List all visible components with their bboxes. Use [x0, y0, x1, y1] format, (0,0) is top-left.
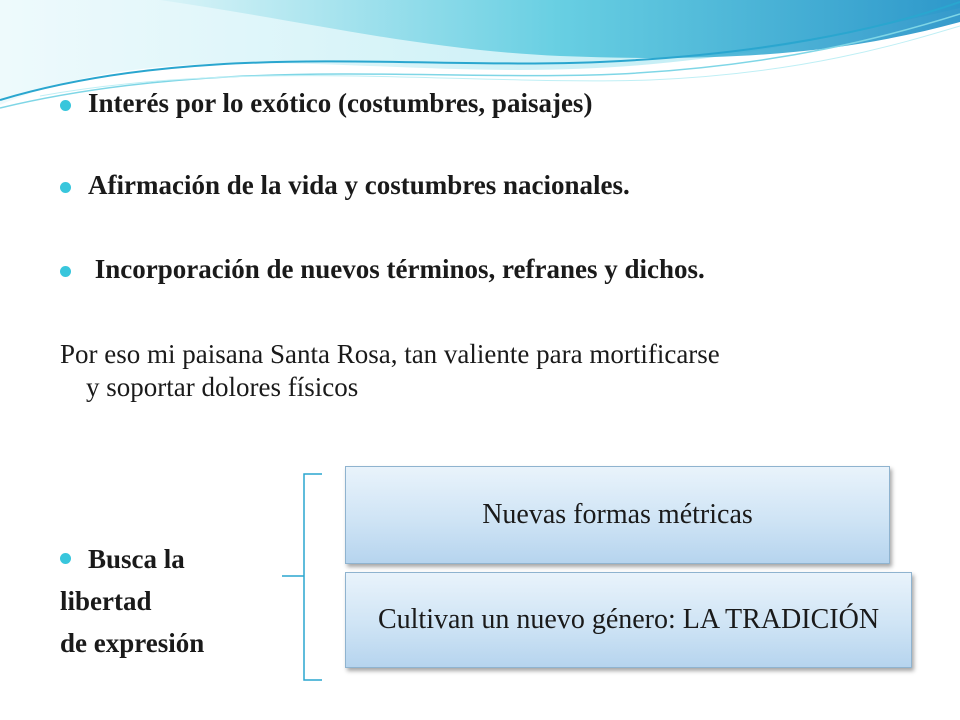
busca-line-2: libertad	[60, 586, 152, 616]
paragraph-line-2: y soportar dolores físicos	[86, 372, 359, 402]
bullet-dot-icon	[60, 266, 71, 277]
bracket-connector	[282, 472, 332, 682]
busca-line-1-text: Busca la	[88, 544, 185, 574]
bullet-dot-icon	[60, 182, 71, 193]
box-text: Nuevas formas métricas	[482, 499, 753, 530]
bullet-text: Incorporación de nuevos términos, refranes y dichos.	[88, 254, 705, 284]
paragraph	[60, 338, 900, 404]
busca-block	[60, 538, 204, 664]
box-text: Cultivan un nuevo género: LA TRADICIÓN	[377, 604, 880, 635]
bullet-text: Interés por lo exótico (costumbres, paisajes)	[88, 88, 593, 118]
busca-line-3: de expresión	[60, 628, 205, 658]
busca-line-1	[60, 538, 204, 580]
bullet-dot-icon	[60, 100, 71, 111]
paragraph-line-1: Por eso mi paisana Santa Rosa, tan valiente para mortificarse	[60, 339, 720, 369]
box-nuevas-formas	[345, 466, 890, 564]
bullet-text: Afirmación de la vida y costumbres nacionales.	[88, 170, 630, 200]
box-cultivan-genero	[345, 572, 912, 668]
bullet-dot-icon	[60, 553, 71, 564]
